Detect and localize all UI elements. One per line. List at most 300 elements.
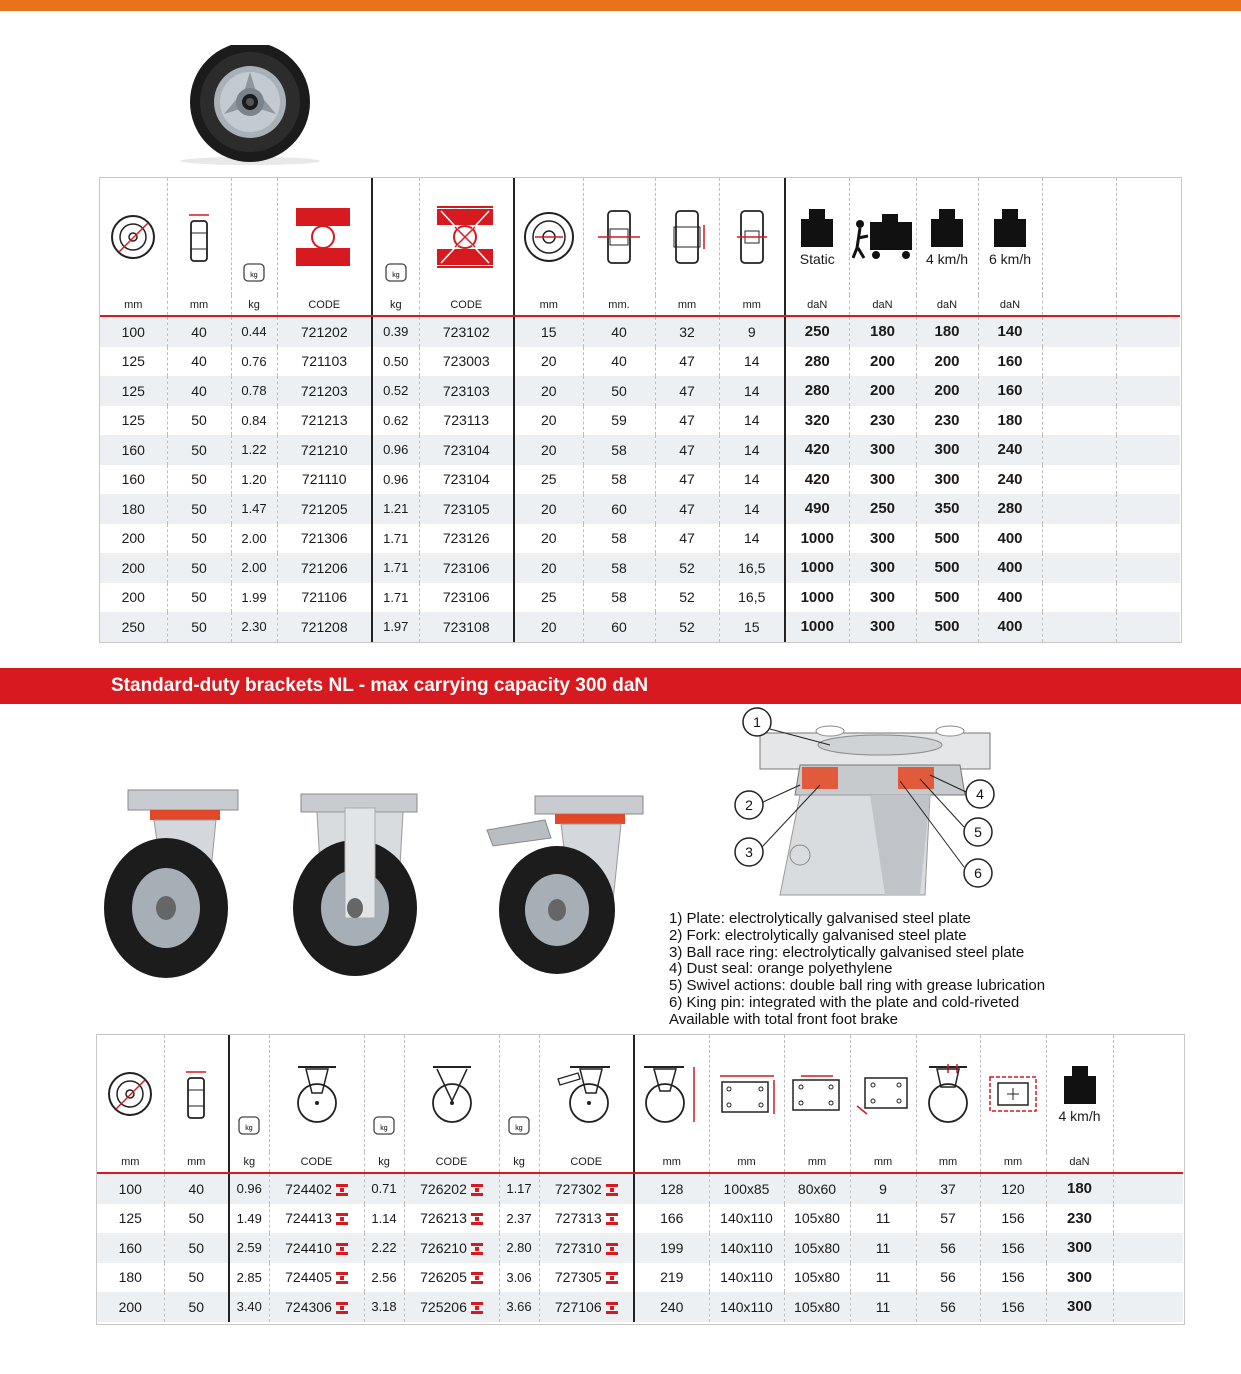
code-value: 724410 xyxy=(285,1239,332,1256)
code-value: 726205 xyxy=(420,1269,467,1286)
table-cell: 11 xyxy=(850,1292,916,1322)
table-row xyxy=(100,465,1180,495)
unit-label xyxy=(1116,295,1180,316)
svg-text:5: 5 xyxy=(974,824,982,840)
table-cell: 25 xyxy=(514,465,583,495)
code-value: 727310 xyxy=(554,1239,602,1256)
table-cell: 47 xyxy=(655,465,719,495)
table-cell: 105x80 xyxy=(784,1263,850,1293)
weight-icon xyxy=(229,1035,269,1152)
section-title-band xyxy=(0,668,1241,704)
wheel-diameter-icon xyxy=(100,178,167,295)
table-cell: 2.30 xyxy=(231,612,277,642)
table-row xyxy=(100,347,1180,377)
table-cell: 2.22 xyxy=(364,1233,404,1263)
table-cell: 125 xyxy=(100,347,167,377)
table-cell: 25 xyxy=(514,583,583,613)
table-cell: 400 xyxy=(978,524,1042,554)
table-cell: 20 xyxy=(514,376,583,406)
unit-label: mm xyxy=(980,1152,1046,1173)
code-cell xyxy=(269,1173,364,1204)
table-cell: 20 xyxy=(514,553,583,583)
table-cell: 320 xyxy=(785,406,849,436)
table-cell xyxy=(1042,583,1116,613)
table-cell: 250 xyxy=(100,612,167,642)
swivel-castor-photo xyxy=(88,780,253,980)
table-cell: 721210 xyxy=(277,435,372,465)
unit-label: daN xyxy=(849,295,916,316)
code-cell xyxy=(539,1204,634,1234)
table-cell: 59 xyxy=(583,406,655,436)
table-cell: 2.56 xyxy=(364,1263,404,1293)
table-cell: 230 xyxy=(916,406,978,436)
table-cell: 47 xyxy=(655,347,719,377)
table-cell: 40 xyxy=(164,1173,229,1204)
wheel-photo xyxy=(175,45,325,167)
table-cell xyxy=(1042,494,1116,524)
unit-label xyxy=(1113,1152,1183,1173)
bracket-type-icon xyxy=(606,1271,618,1285)
table-row xyxy=(100,376,1180,406)
table-cell: 160 xyxy=(978,376,1042,406)
table-cell xyxy=(1116,583,1180,613)
table-cell: 1.22 xyxy=(231,435,277,465)
table-cell: 0.39 xyxy=(372,316,419,347)
code-cell xyxy=(269,1204,364,1234)
table-cell: 2.00 xyxy=(231,524,277,554)
table-cell: 300 xyxy=(1046,1233,1113,1263)
table-cell: 180 xyxy=(916,316,978,347)
table-cell: 11 xyxy=(850,1263,916,1293)
table-cell: 500 xyxy=(916,583,978,613)
table-cell: 140x110 xyxy=(709,1204,784,1234)
unit-label: mm xyxy=(167,295,231,316)
table-cell: 723104 xyxy=(419,435,514,465)
table-cell: 0.76 xyxy=(231,347,277,377)
table-cell: 723003 xyxy=(419,347,514,377)
note-item: 6) King pin: integrated with the plate and cold-riveted xyxy=(669,993,1020,1011)
table-cell: 2.80 xyxy=(499,1233,539,1263)
table-cell: 300 xyxy=(849,435,916,465)
top-accent-bar xyxy=(0,0,1241,11)
table-cell: 240 xyxy=(634,1292,709,1322)
note-item: 3) Ball race ring: electrolytically galvanised steel plate xyxy=(669,943,1025,961)
code-cell xyxy=(539,1292,634,1322)
table-cell: 2.37 xyxy=(499,1204,539,1234)
table-cell: 250 xyxy=(849,494,916,524)
code-value: 724413 xyxy=(285,1210,332,1227)
manual-push-icon xyxy=(849,178,916,295)
bracket-type-icon xyxy=(471,1271,483,1285)
svg-text:kg: kg xyxy=(250,271,258,279)
table-cell: 1.14 xyxy=(364,1204,404,1234)
feature-notes xyxy=(669,911,1045,1029)
code-cell xyxy=(269,1233,364,1263)
table-cell: 40 xyxy=(167,316,231,347)
table-cell: 14 xyxy=(719,465,785,495)
svg-text:kg: kg xyxy=(245,1124,253,1132)
table-cell: 721206 xyxy=(277,553,372,583)
table-cell: 200 xyxy=(916,347,978,377)
table-cell: 47 xyxy=(655,524,719,554)
code-value: 724402 xyxy=(285,1180,332,1197)
table-cell: 1000 xyxy=(785,553,849,583)
svg-text:4: 4 xyxy=(976,786,984,802)
table-cell: 9 xyxy=(850,1173,916,1204)
table-cell: 32 xyxy=(655,316,719,347)
code-cell xyxy=(539,1173,634,1204)
table-cell: 400 xyxy=(978,612,1042,642)
bracket-type-icon xyxy=(606,1301,618,1315)
table-cell xyxy=(1116,435,1180,465)
bracket-type-icon xyxy=(471,1242,483,1256)
code-value: 726202 xyxy=(420,1180,467,1197)
unit-label xyxy=(1042,295,1116,316)
table-cell: 0.50 xyxy=(372,347,419,377)
code-value: 727305 xyxy=(554,1269,602,1286)
table-cell: 200 xyxy=(97,1292,164,1322)
table-cell: 140x110 xyxy=(709,1263,784,1293)
note-item: Available with total front foot brake xyxy=(669,1010,899,1028)
table-cell: 723105 xyxy=(419,494,514,524)
unit-label: mm. xyxy=(583,295,655,316)
table-cell: 723103 xyxy=(419,376,514,406)
table-cell: 199 xyxy=(634,1233,709,1263)
table-cell: 105x80 xyxy=(784,1204,850,1234)
weight-icon-2 xyxy=(364,1035,404,1152)
table-cell: 180 xyxy=(97,1263,164,1293)
table-cell: 723108 xyxy=(419,612,514,642)
table-cell: 80x60 xyxy=(784,1173,850,1204)
code-value: 724306 xyxy=(285,1298,332,1315)
ball-bearing-icon xyxy=(419,178,514,295)
table-cell: 721205 xyxy=(277,494,372,524)
unit-label: daN xyxy=(785,295,849,316)
unit-label: kg xyxy=(499,1152,539,1173)
bracket-type-icon xyxy=(606,1242,618,1256)
table-cell: 300 xyxy=(1046,1263,1113,1293)
bracket-type-icon xyxy=(336,1301,348,1315)
code-cell xyxy=(269,1263,364,1293)
table-cell: 52 xyxy=(655,553,719,583)
table-row xyxy=(100,435,1180,465)
table-cell: 350 xyxy=(916,494,978,524)
table-row xyxy=(100,316,1180,347)
table-cell: 40 xyxy=(583,316,655,347)
table-cell: 20 xyxy=(514,612,583,642)
swivel-radius-icon xyxy=(980,1035,1046,1152)
swivel-section-diagram xyxy=(720,705,1020,905)
table-cell: 280 xyxy=(978,494,1042,524)
unit-label: mm xyxy=(634,1152,709,1173)
bracket-type-icon xyxy=(336,1271,348,1285)
table-cell: 300 xyxy=(1046,1292,1113,1322)
table-cell: 40 xyxy=(167,347,231,377)
table-cell: 14 xyxy=(719,376,785,406)
table-cell: 156 xyxy=(980,1204,1046,1234)
table-cell: 3.06 xyxy=(499,1263,539,1293)
table-cell: 1.71 xyxy=(372,583,419,613)
unit-label: kg xyxy=(372,295,419,316)
weight-icon xyxy=(231,178,277,295)
table-cell: 47 xyxy=(655,494,719,524)
table-cell xyxy=(1042,435,1116,465)
table-cell: 200 xyxy=(849,347,916,377)
unit-label: mm xyxy=(100,295,167,316)
table-row xyxy=(97,1204,1183,1234)
table-cell: 14 xyxy=(719,347,785,377)
table-cell: 723104 xyxy=(419,465,514,495)
table-cell xyxy=(1116,316,1180,347)
bolt-spacing-icon xyxy=(784,1035,850,1152)
bracket-type-icon xyxy=(606,1212,618,1226)
table-cell: 58 xyxy=(583,435,655,465)
bracket-spec-table xyxy=(97,1035,1183,1322)
hub-length-icon xyxy=(583,178,655,295)
table-row xyxy=(100,612,1180,642)
table-row xyxy=(97,1173,1183,1204)
table-cell: 50 xyxy=(164,1204,229,1234)
table-cell: 50 xyxy=(167,583,231,613)
table-cell: 1.20 xyxy=(231,465,277,495)
table-cell xyxy=(1113,1204,1183,1234)
table-cell xyxy=(1116,612,1180,642)
unit-label: CODE xyxy=(419,295,514,316)
table-cell: 0.52 xyxy=(372,376,419,406)
table-cell: 11 xyxy=(850,1204,916,1234)
table-cell: 57 xyxy=(916,1204,980,1234)
table-cell: 128 xyxy=(634,1173,709,1204)
table-cell: 15 xyxy=(719,612,785,642)
brake-bracket-icon xyxy=(539,1035,634,1152)
unit-label: daN xyxy=(978,295,1042,316)
table-cell: 58 xyxy=(583,553,655,583)
table-cell xyxy=(1116,376,1180,406)
note-item: 4) Dust seal: orange polyethylene xyxy=(669,960,893,978)
table-cell: 60 xyxy=(583,612,655,642)
unit-label: daN xyxy=(1046,1152,1113,1173)
table-cell: 56 xyxy=(916,1233,980,1263)
unit-label: mm xyxy=(514,295,583,316)
weight-icon-2 xyxy=(372,178,419,295)
table-cell: 50 xyxy=(167,553,231,583)
table-cell: 14 xyxy=(719,406,785,436)
table-cell xyxy=(1113,1263,1183,1293)
table-cell: 1000 xyxy=(785,524,849,554)
table-cell xyxy=(1042,376,1116,406)
table-cell: 58 xyxy=(583,583,655,613)
table-cell: 200 xyxy=(100,583,167,613)
table-row xyxy=(100,406,1180,436)
fixed-bracket-icon xyxy=(404,1035,499,1152)
table-cell: 200 xyxy=(916,376,978,406)
bracket-type-icon xyxy=(336,1242,348,1256)
table-cell: 721202 xyxy=(277,316,372,347)
bracket-type-icon xyxy=(336,1212,348,1226)
table-cell: 300 xyxy=(849,583,916,613)
table-cell: 20 xyxy=(514,494,583,524)
table-cell xyxy=(1042,465,1116,495)
table-cell: 230 xyxy=(1046,1204,1113,1234)
table-cell: 15 xyxy=(514,316,583,347)
table-row xyxy=(100,553,1180,583)
note-item: 5) Swivel actions: double ball ring with grease lubrication xyxy=(669,977,1046,995)
load-4kmh-icon: 4 km/h xyxy=(1046,1035,1113,1152)
table-cell: 240 xyxy=(978,465,1042,495)
table-row xyxy=(97,1292,1183,1322)
table-cell: 56 xyxy=(916,1263,980,1293)
table-cell: 500 xyxy=(916,553,978,583)
table-cell: 160 xyxy=(100,465,167,495)
table-cell: 156 xyxy=(980,1233,1046,1263)
code-cell xyxy=(404,1292,499,1322)
table-cell: 0.96 xyxy=(372,465,419,495)
unit-label: mm xyxy=(97,1152,164,1173)
table-cell: 1.97 xyxy=(372,612,419,642)
table-cell: 1.99 xyxy=(231,583,277,613)
table-cell xyxy=(1116,494,1180,524)
table-cell: 300 xyxy=(849,524,916,554)
swivel-bracket-icon xyxy=(269,1035,364,1152)
table-cell: 280 xyxy=(785,347,849,377)
table-cell xyxy=(1113,1292,1183,1322)
code-value: 726213 xyxy=(420,1210,467,1227)
table-cell: 400 xyxy=(978,553,1042,583)
table-cell xyxy=(1116,465,1180,495)
table-cell: 2.00 xyxy=(231,553,277,583)
table-cell: 40 xyxy=(583,347,655,377)
table-cell xyxy=(1042,553,1116,583)
table-cell: 500 xyxy=(916,612,978,642)
bracket-type-icon xyxy=(606,1183,618,1197)
table-cell: 50 xyxy=(167,406,231,436)
note-item: 1) Plate: electrolytically galvanised steel plate xyxy=(669,910,971,927)
table-cell: 200 xyxy=(100,553,167,583)
table-cell: 1.21 xyxy=(372,494,419,524)
table-cell: 1.49 xyxy=(229,1204,269,1234)
code-cell xyxy=(404,1173,499,1204)
table-row xyxy=(100,583,1180,613)
table-cell: 300 xyxy=(849,612,916,642)
table-cell: 156 xyxy=(980,1292,1046,1322)
section-title: Standard-duty brackets NL - max carrying capacity 300 daN xyxy=(111,675,649,696)
table-cell: 50 xyxy=(167,465,231,495)
table-cell: 1000 xyxy=(785,612,849,642)
speed-6-load-icon: 6 km/h xyxy=(978,178,1042,295)
code-cell xyxy=(269,1292,364,1322)
table-cell: 50 xyxy=(164,1263,229,1293)
unit-label: mm xyxy=(164,1152,229,1173)
wheel-width-icon xyxy=(167,178,231,295)
table-cell: 2.59 xyxy=(229,1233,269,1263)
note-item: 2) Fork: electrolytically galvanised steel plate xyxy=(669,926,967,944)
unit-label: CODE xyxy=(269,1152,364,1173)
table-cell: 100x85 xyxy=(709,1173,784,1204)
code-cell xyxy=(404,1263,499,1293)
table-cell: 140x110 xyxy=(709,1292,784,1322)
table-cell xyxy=(1116,347,1180,377)
table-row xyxy=(97,1233,1183,1263)
table-cell: 500 xyxy=(916,524,978,554)
table-cell xyxy=(1042,406,1116,436)
code-value: 725206 xyxy=(420,1298,467,1315)
table-cell xyxy=(1042,612,1116,642)
unit-label: kg xyxy=(364,1152,404,1173)
unit-label: daN xyxy=(916,295,978,316)
table-cell: 240 xyxy=(978,435,1042,465)
table-cell: 200 xyxy=(100,524,167,554)
table-cell: 52 xyxy=(655,583,719,613)
table-cell: 50 xyxy=(164,1292,229,1322)
table-cell: 37 xyxy=(916,1173,980,1204)
table-cell: 20 xyxy=(514,435,583,465)
table-cell xyxy=(1116,406,1180,436)
table-cell: 721203 xyxy=(277,376,372,406)
table-cell xyxy=(1113,1173,1183,1204)
code-value: 727302 xyxy=(554,1180,602,1197)
table-cell: 300 xyxy=(849,553,916,583)
code-cell xyxy=(404,1233,499,1263)
unit-label: mm xyxy=(719,295,785,316)
table-cell: 180 xyxy=(849,316,916,347)
code-value: 727106 xyxy=(554,1298,602,1315)
table-cell: 1000 xyxy=(785,583,849,613)
table-cell: 1.71 xyxy=(372,553,419,583)
table-cell: 58 xyxy=(583,465,655,495)
wheel-diameter-icon xyxy=(97,1035,164,1152)
hub-bore-side-icon xyxy=(655,178,719,295)
table-cell: 0.78 xyxy=(231,376,277,406)
svg-text:kg: kg xyxy=(515,1124,523,1132)
table-row xyxy=(100,524,1180,554)
table-cell: 3.18 xyxy=(364,1292,404,1322)
svg-text:kg: kg xyxy=(392,271,400,279)
table-cell: 60 xyxy=(583,494,655,524)
brake-castor-photo xyxy=(485,790,650,980)
unit-label: CODE xyxy=(277,295,372,316)
table-cell xyxy=(1042,347,1116,377)
overall-height-icon xyxy=(634,1035,709,1152)
table-cell: 0.62 xyxy=(372,406,419,436)
table-cell: 14 xyxy=(719,494,785,524)
table-cell xyxy=(1042,524,1116,554)
table-cell: 20 xyxy=(514,347,583,377)
table-cell: 125 xyxy=(100,376,167,406)
table-cell: 1.17 xyxy=(499,1173,539,1204)
code-cell xyxy=(539,1263,634,1293)
table-cell: 50 xyxy=(167,494,231,524)
table-cell: 721106 xyxy=(277,583,372,613)
table-cell: 400 xyxy=(978,583,1042,613)
unit-label: mm xyxy=(784,1152,850,1173)
table-cell: 105x80 xyxy=(784,1233,850,1263)
table-cell: 300 xyxy=(916,435,978,465)
svg-text:kg: kg xyxy=(380,1124,388,1132)
table-cell: 219 xyxy=(634,1263,709,1293)
table-cell: 723106 xyxy=(419,583,514,613)
offset-icon xyxy=(916,1035,980,1152)
table-cell: 9 xyxy=(719,316,785,347)
table-cell: 180 xyxy=(978,406,1042,436)
table-cell: 3.66 xyxy=(499,1292,539,1322)
wheel-spec-table xyxy=(100,178,1180,642)
table-cell: 723113 xyxy=(419,406,514,436)
table-cell: 280 xyxy=(785,376,849,406)
svg-text:3: 3 xyxy=(745,844,753,860)
table-cell: 140x110 xyxy=(709,1233,784,1263)
table-cell: 420 xyxy=(785,465,849,495)
table-cell: 14 xyxy=(719,435,785,465)
